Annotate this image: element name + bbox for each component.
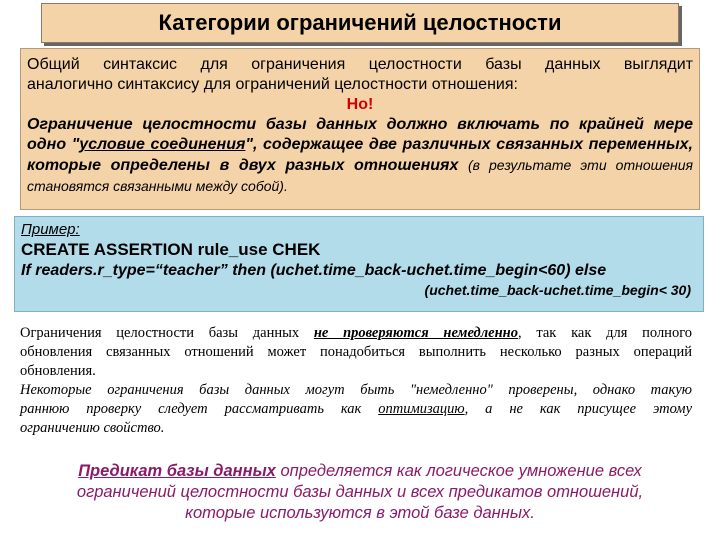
example-code-line-1: CREATE ASSERTION rule_use CHEK	[21, 240, 321, 259]
definition-box	[20, 48, 700, 210]
notes-p2-end: , а не как присущее этому	[464, 401, 693, 417]
notes-paragraph-2	[20, 381, 692, 438]
example-box	[14, 216, 704, 312]
notes-p1-mid: , так как для полного	[517, 325, 693, 341]
notes-p2-line-2	[20, 400, 692, 419]
definition-rule	[27, 115, 693, 197]
notes-block	[20, 324, 692, 438]
but-label: Но!	[346, 96, 374, 113]
notes-p2-start: раннюю проверку следует рассматривать как	[20, 401, 362, 417]
example-code-line-2: If readers.r_type=“teacher” then (uchet.time_back-uchet.time_begin<60) else	[21, 262, 607, 279]
rule-text-start: Ограничение целостности базы данных должно включать по крайней мере одно "	[27, 116, 693, 153]
notes-p1-line-3: обновления.	[20, 363, 96, 379]
example-code-line-3: (uchet.time_back-uchet.time_begin< 30)	[424, 282, 691, 298]
notes-p1-line-1	[20, 324, 692, 343]
slide-title	[41, 3, 679, 43]
notes-p2-line-3: ограничению свойство.	[20, 420, 165, 436]
slide-title-text: Категории ограничений целостности	[158, 10, 562, 35]
database-predicate-term: Предикат базы данных	[78, 462, 276, 480]
rule-text-end: ", содержащее две различных связанных переменных, которые определены в двух разных отношениях	[27, 136, 694, 174]
database-predicate-text: определяется как логическое умножение всех ограничений целостности базы данных и всех предикатов отношений, которые используются в этой базе данных.	[76, 462, 644, 522]
optimization-term: оптимизацию	[378, 401, 465, 417]
database-predicate-definition	[40, 461, 680, 524]
notes-p1-start: Ограничения целостности базы данных	[20, 325, 300, 341]
notes-paragraph-1	[20, 324, 692, 381]
rule-note: (в результате эти отношения становятся связанными между собой).	[27, 157, 693, 194]
definition-line-1: Общий синтаксис для ограничения целостности базы данных выглядит	[27, 56, 693, 73]
notes-p2-line-1: Некоторые ограничения базы данных могут быть "немедленно" проверены, однако такую	[20, 382, 692, 398]
definition-line-2: аналогично синтаксису для ограничений целостности отношения:	[27, 76, 518, 93]
not-checked-immediately: не проверяются немедленно	[313, 325, 518, 341]
join-condition-term: условие соединения	[79, 136, 246, 153]
notes-p1-line-2: обновления связанных отношений может понадобиться выполнить несколько разных операций	[20, 344, 692, 360]
example-label: Пример:	[21, 221, 80, 238]
